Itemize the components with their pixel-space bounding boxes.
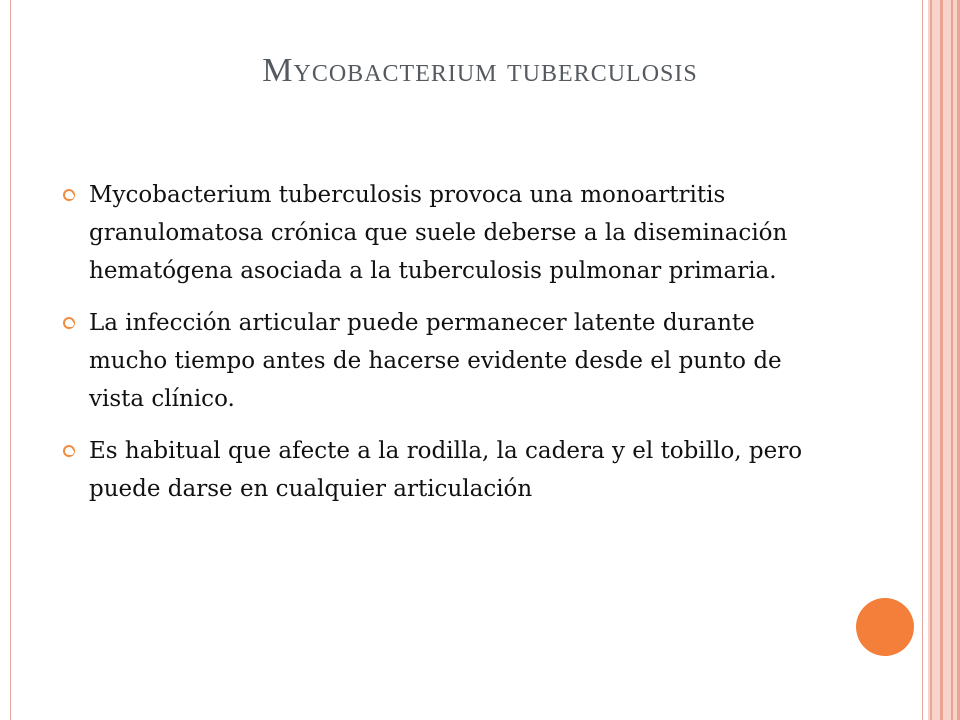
bullet-circle-icon [63, 317, 75, 329]
decorative-stripe [930, 0, 932, 720]
bullet-list [58, 176, 818, 522]
decorative-stripe-band [928, 0, 960, 720]
bullet-item [58, 432, 818, 508]
bullet-text: La infección articular puede permanecer latente durante mucho tiempo antes de hacerse evidente desde el punto de vista clínico. [89, 310, 782, 412]
frame-right-line [922, 0, 923, 720]
bullet-item [58, 304, 818, 418]
bullet-item [58, 176, 818, 290]
bullet-circle-icon [63, 189, 75, 201]
accent-circle-icon [856, 598, 914, 656]
bullet-text: Es habitual que afecte a la rodilla, la cadera y el tobillo, pero puede darse en cualquier articulación [89, 438, 803, 502]
decorative-stripe [940, 0, 943, 720]
bullet-circle-icon [63, 445, 75, 457]
bullet-text: Mycobacterium tuberculosis provoca una monoartritis granulomatosa crónica que suele deberse a la diseminación hematógena asociada a la tuberculosis pulmonar primaria. [89, 182, 788, 284]
decorative-stripe [951, 0, 953, 720]
slide-title: Mycobacterium tuberculosis [262, 52, 698, 89]
frame-left-line [10, 0, 11, 720]
